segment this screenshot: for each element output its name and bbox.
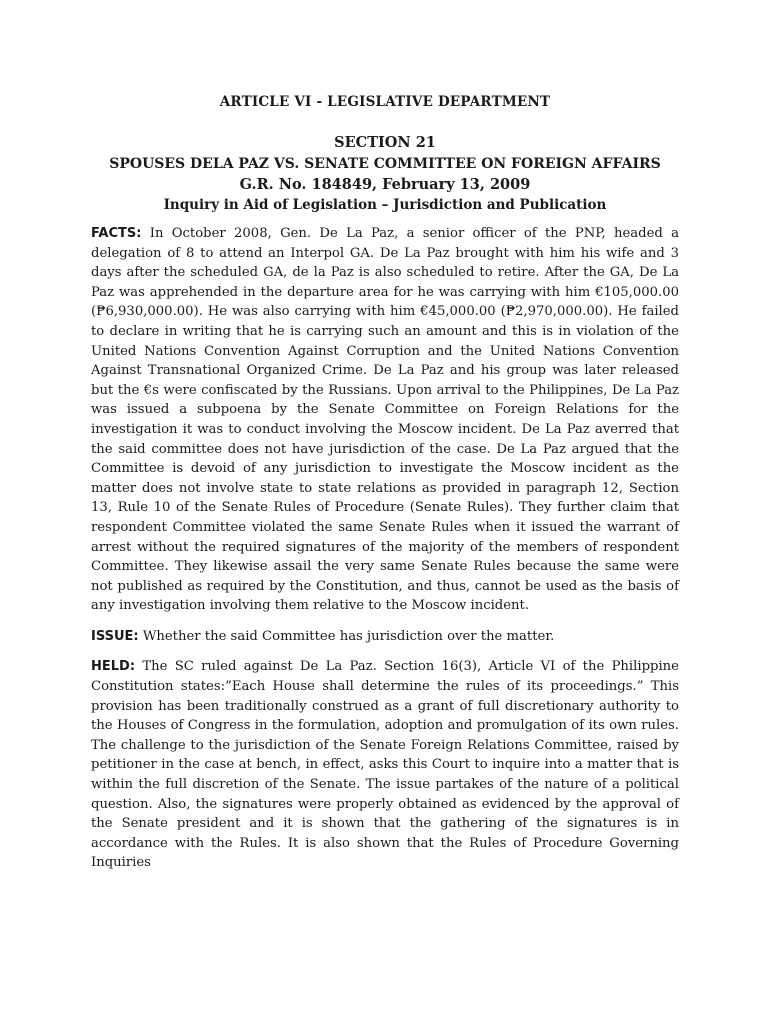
held-text: The SC ruled against De La Paz. Section 16(3), Article VI of the Philippine Constitution states:”Each House shall determine the rules of its proceedings.” This provision has been traditionally construed as a grant of full discretionary authority to the Houses of Congress in the formulation, adoption and promulgation of its own rules. The challenge to the jurisdiction of the Senate Foreign Relations Committee, raised by petitioner in the case at bench, in effect, asks this Court to inquire into a matter that is within the full discretion of the Senate. The issue partakes of the nature of a political question. Also, the signatures were properly obtained as evidenced by the approval of the Senate president and it is shown that the gathering of the signatures is in accordance with the Rules. It is also shown that the Rules of Procedure Governing Inquiries — [91, 659, 679, 871]
facts-label: FACTS: — [91, 226, 142, 241]
section-title: SECTION 21 — [334, 134, 436, 151]
issue-text: Whether the said Committee has jurisdiction over the matter. — [142, 628, 555, 644]
facts-text: In October 2008, Gen. De La Paz, a senior officer of the PNP, headed a delegation of 8 to attend an Interpol GA. De La Paz brought with him his wife and 3 days after the scheduled GA, de la Paz is also scheduled to retire. After the GA, De La Paz was apprehended in the departure area for he was carrying with him €105,000.00 (₱6,930,000.00). He was also carrying with him €45,000.00 (₱2,970,000.00). He failed to declare in writing that he is carrying such an amount and this is in violation of the United Nations Convention Against Corruption and the United Nations Convention Against Transnational Organized Crime. De La Paz and his group was later released but the €s were confiscated by the Russians. Upon arrival to the Philippines, De La Paz was issued a subpoena by the Senate Committee on Foreign Relations for the investigation it was to conduct involving the Moscow incident. De La Paz averred that the said committee does not have jurisdiction of the case. De La Paz argued that the Committee is devoid of any jurisdiction to investigate the Moscow incident as the matter does not involve state to state relations as provided in paragraph 12, Section 13, Rule 10 of the Senate Rules of Procedure (Senate Rules). They further claim that respondent Committee violated the same Senate Rules when it issued the warrant of arrest without the required signatures of the majority of the members of respondent Committee. They likewise assail the very same Senate Rules because the same were not published as required by the Constitution, and thus, cannot be used as the basis of any investigation involving them relative to the Moscow incident. — [91, 226, 679, 614]
held-paragraph — [91, 657, 679, 873]
gr-number: G.R. No. 184849, February 13, 2009 — [239, 176, 531, 193]
facts-paragraph — [91, 224, 679, 616]
document-page — [91, 0, 679, 873]
held-label: HELD: — [91, 659, 136, 675]
case-title: SPOUSES DELA PAZ VS. SENATE COMMITTEE ON FOREIGN AFFAIRS — [109, 156, 661, 172]
case-heading — [91, 132, 679, 216]
article-title: ARTICLE VI - LEGISLATIVE DEPARTMENT — [219, 94, 551, 110]
case-topic: Inquiry in Aid of Legislation – Jurisdiction and Publication — [163, 197, 607, 213]
issue-paragraph — [91, 627, 679, 647]
issue-label: ISSUE: — [91, 628, 139, 644]
